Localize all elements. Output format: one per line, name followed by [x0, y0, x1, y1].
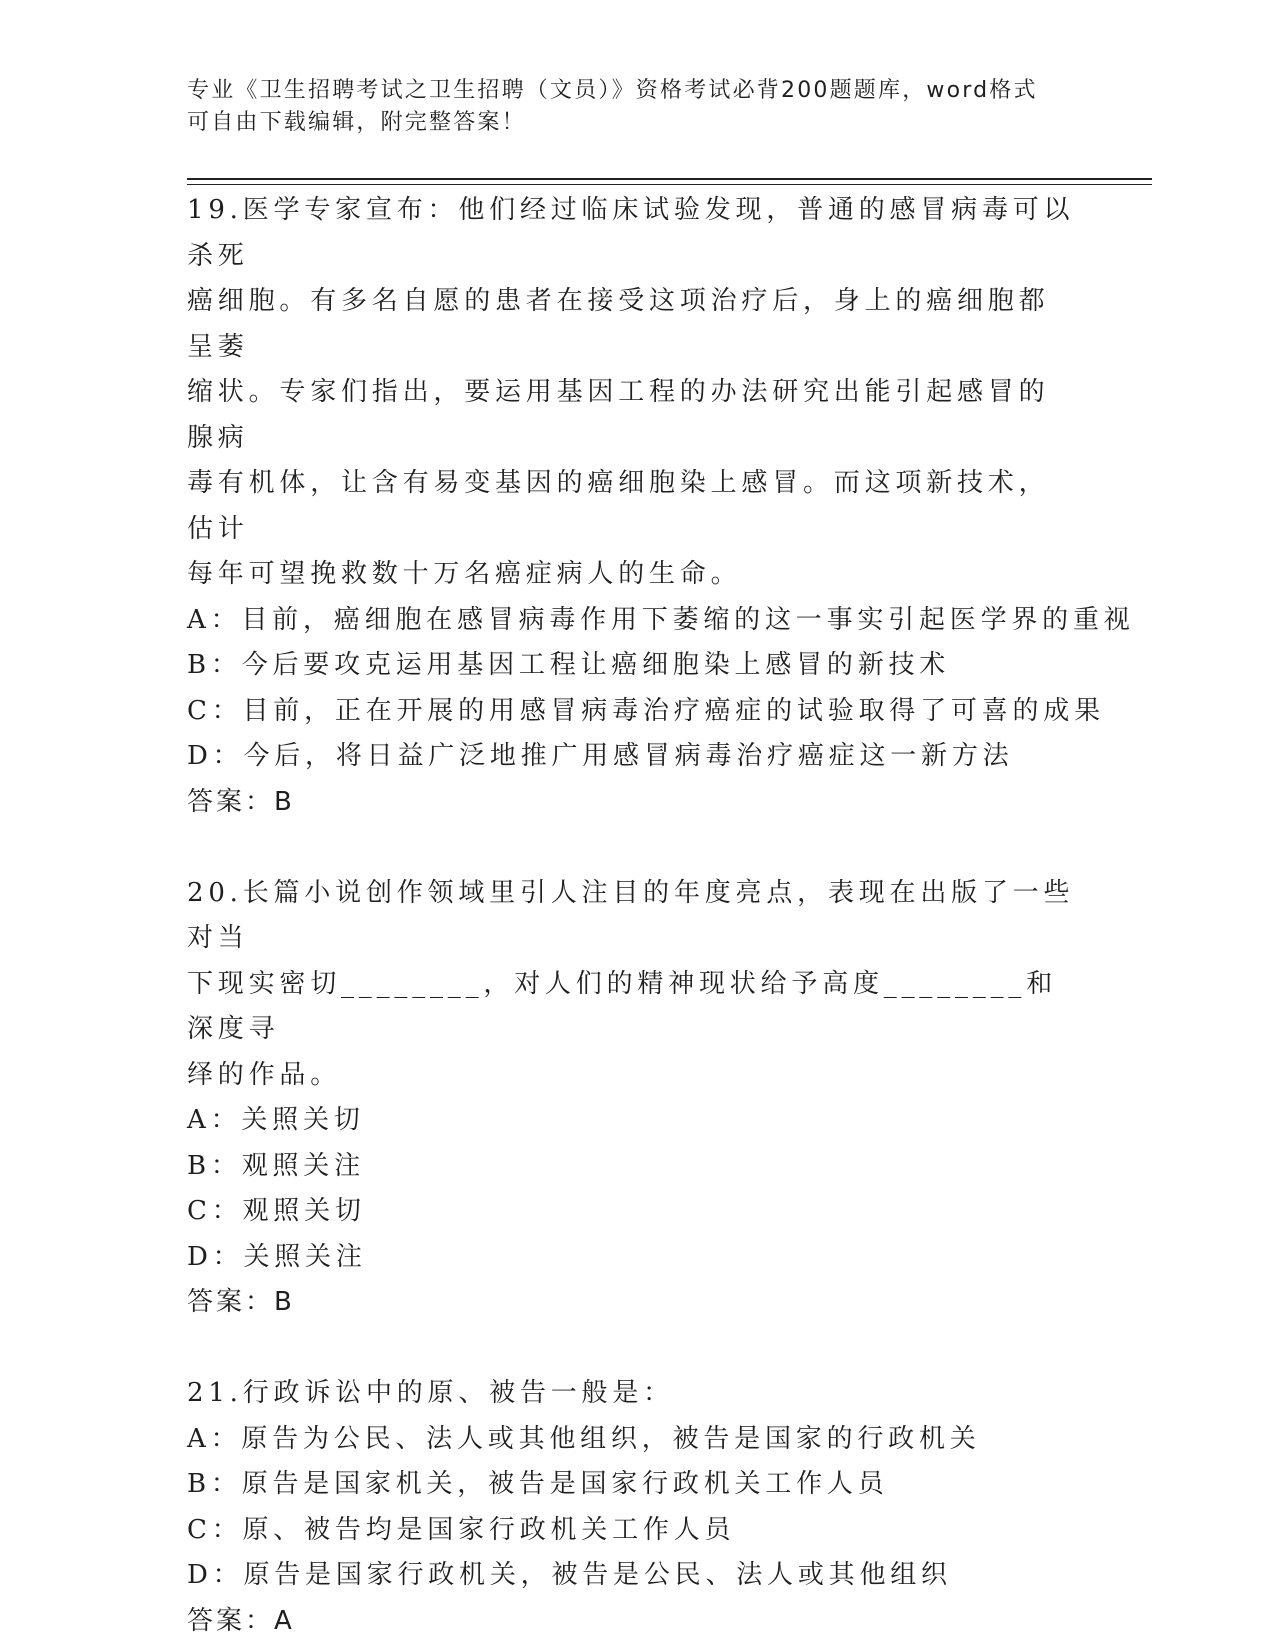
question-19 [187, 188, 1135, 825]
question-stem-line: 癌细胞。有多名自愿的患者在接受这项治疗后，身上的癌细胞都呈萎 [187, 286, 1050, 362]
option-a: A：原告为公民、法人或其他组织，被告是国家的行政机关 [187, 1423, 981, 1454]
answer-line: 答案：A [187, 1605, 295, 1636]
question-20 [187, 871, 1077, 1326]
option-b: B：原告是国家机关，被告是国家行政机关工作人员 [187, 1469, 889, 1499]
option-d: D：今后，将日益广泛地推广用感冒病毒治疗癌症这一新方法 [187, 741, 1014, 771]
spacer [187, 1326, 1077, 1372]
option-a: A：关照关切 [187, 1105, 365, 1135]
question-stem-line: 缩状。专家们指出，要运用基因工程的办法研究出能引起感冒的腺病 [187, 377, 1050, 453]
header-divider-thick [187, 178, 1152, 180]
option-c: C：原、被告均是国家行政机关工作人员 [187, 1514, 736, 1545]
question-stem-line: 20.长篇小说创作领域里引人注目的年度亮点，表现在出版了一些对当 [187, 877, 1075, 953]
question-stem-line: 下现实密切________，对人们的精神现状给予高度________和深度寻 [187, 968, 1058, 1044]
option-c: C：观照关切 [187, 1196, 366, 1226]
option-a: A：目前，癌细胞在感冒病毒作用下萎缩的这一事实引起医学界的重视 [187, 604, 1135, 635]
header-divider-thin [187, 184, 1152, 185]
option-c: C：目前，正在开展的用感冒病毒治疗癌症的试验取得了可喜的成果 [187, 695, 1105, 726]
page-header [187, 75, 1077, 139]
question-stem-line: 毒有机体，让含有易变基因的癌细胞染上感冒。而这项新技术，估计 [187, 468, 1050, 544]
question-21 [187, 1371, 1077, 1644]
question-list [187, 188, 1135, 1644]
question-stem-line: 21.行政诉讼中的原、被告一般是： [187, 1378, 674, 1408]
option-b: B：观照关注 [187, 1150, 365, 1181]
header-line-1: 专业《卫生招聘考试之卫生招聘（文员）》资格考试必背200题题库，word格式 [187, 78, 1038, 103]
option-b: B：今后要攻克运用基因工程让癌细胞染上感冒的新技术 [187, 650, 951, 680]
option-d: D：原告是国家行政机关，被告是公民、法人或其他组织 [187, 1560, 952, 1590]
question-stem-line: 绎的作品。 [187, 1059, 342, 1090]
question-stem-line: 每年可望挽救数十万名癌症病人的生命。 [187, 559, 742, 589]
answer-line: 答案：B [187, 1287, 295, 1317]
header-line-2: 可自由下载编辑，附完整答案！ [187, 110, 526, 135]
answer-line: 答案：B [187, 786, 295, 817]
question-stem-line: 19.医学专家宣布：他们经过临床试验发现，普通的感冒病毒可以杀死 [187, 195, 1075, 271]
option-d: D：关照关注 [187, 1241, 367, 1272]
spacer [187, 825, 1077, 871]
